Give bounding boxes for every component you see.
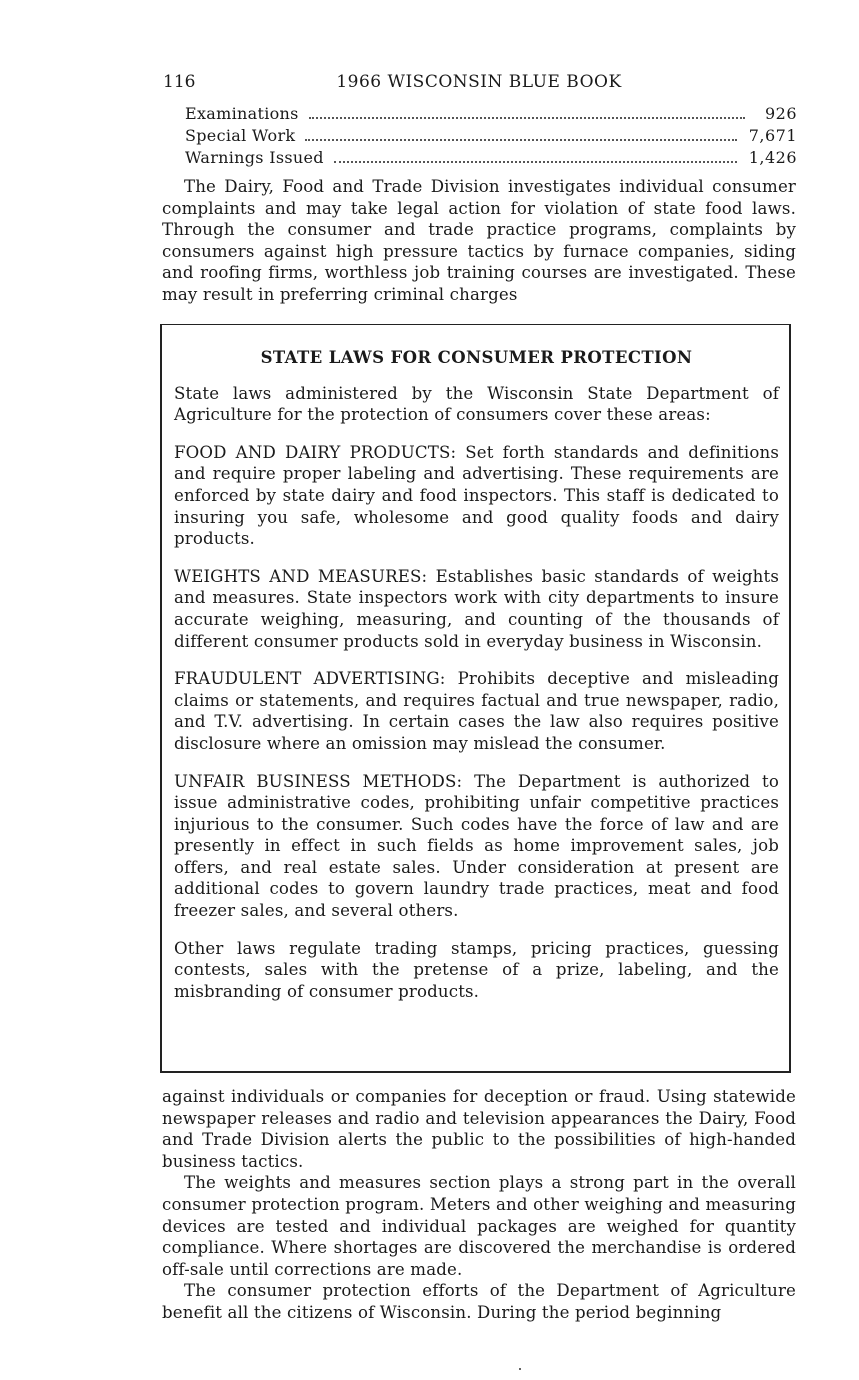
intro-paragraph: The Dairy, Food and Trade Division investigates individual consumer complaints and may take legal action for violation of state food laws. Through the consumer and trade practice programs, complaints by consumers against high pressure tactics by furnace companies, siding and roofing firms, worthless job training courses are investigated. These may result in preferring criminal charges	[162, 177, 796, 304]
dot-leader	[334, 161, 737, 163]
dot-leader	[305, 139, 736, 141]
box-title: STATE LAWS FOR CONSUMER PROTECTION	[260, 348, 693, 367]
stat-row-special-work	[185, 126, 797, 148]
stat-row-warnings-issued	[185, 148, 797, 170]
page-header	[163, 72, 795, 96]
box-content	[174, 347, 779, 1018]
page-number: 116	[163, 72, 196, 92]
body-paragraph: The weights and measures section plays a strong part in the overall consumer protection program. Meters and other weighing and measuring devices are tested and individual packages are weighed for quantity compliance. Where shortages are discovered the merchandise is ordered off-sale until corrections are made.	[162, 1173, 796, 1279]
box-paragraph-food-dairy: FOOD AND DAIRY PRODUCTS: Set forth standards and definitions and require proper labeling and advertising. These requirements are enforced by state dairy and food inspectors. This staff is dedicated to insuring you safe, wholesome and good quality foods and dairy products.	[174, 442, 779, 549]
stat-row-examinations	[185, 104, 797, 126]
box-paragraph-fraudulent-advertising: FRAUDULENT ADVERTISING: Prohibits deceptive and misleading claims or statements, and requires factual and true newspaper, radio, and T.V. advertising. In certain cases the law also requires positive disclosure where an omission may mislead the consumer.	[174, 669, 779, 753]
running-title: 1966 WISCONSIN BLUE BOOK	[336, 72, 622, 92]
box-paragraph-weights-measures: WEIGHTS AND MEASURES: Establishes basic standards of weights and measures. State inspectors work with city departments to insure accurate weighing, measuring, and counting of the thousands of different consumer products sold in everyday business in Wisconsin.	[174, 566, 779, 651]
stat-value: 1,426	[748, 148, 797, 167]
stat-label: Special Work	[185, 126, 296, 145]
stat-value: 926	[764, 104, 797, 123]
stat-label: Examinations	[185, 104, 299, 123]
body-paragraph: The consumer protection efforts of the Department of Agriculture benefit all the citizens of Wisconsin. During the period beginning	[162, 1281, 796, 1322]
statistics-list	[185, 104, 797, 170]
body-text	[162, 1086, 796, 1324]
stat-value: 7,671	[748, 126, 797, 145]
print-speck	[519, 1368, 521, 1370]
box-paragraph: State laws administered by the Wisconsin State Department of Agriculture for the protection of consumers cover these areas:	[174, 383, 779, 425]
dot-leader	[309, 117, 745, 119]
consumer-protection-box	[160, 324, 791, 1073]
box-paragraph-unfair-business: UNFAIR BUSINESS METHODS: The Department is authorized to issue administrative codes, prohibiting unfair competitive practices injurious to the consumer. Such codes have the force of law and are presently in effect in such fields as home improvement sales, job offers, and real estate sales. Under consideration at present are additional codes to govern laundry trade practices, meat and food freezer sales, and several others.	[174, 771, 779, 921]
body-paragraph: against individuals or companies for deception or fraud. Using statewide newspaper releases and radio and television appearances the Dairy, Food and Trade Division alerts the public to the possibilities of high-handed business tactics.	[162, 1087, 796, 1171]
box-paragraph-other-laws: Other laws regulate trading stamps, pricing practices, guessing contests, sales with the pretense of a prize, labeling, and the misbranding of consumer products.	[174, 938, 779, 1001]
stat-label: Warnings Issued	[185, 148, 324, 167]
intro-text	[162, 176, 796, 306]
